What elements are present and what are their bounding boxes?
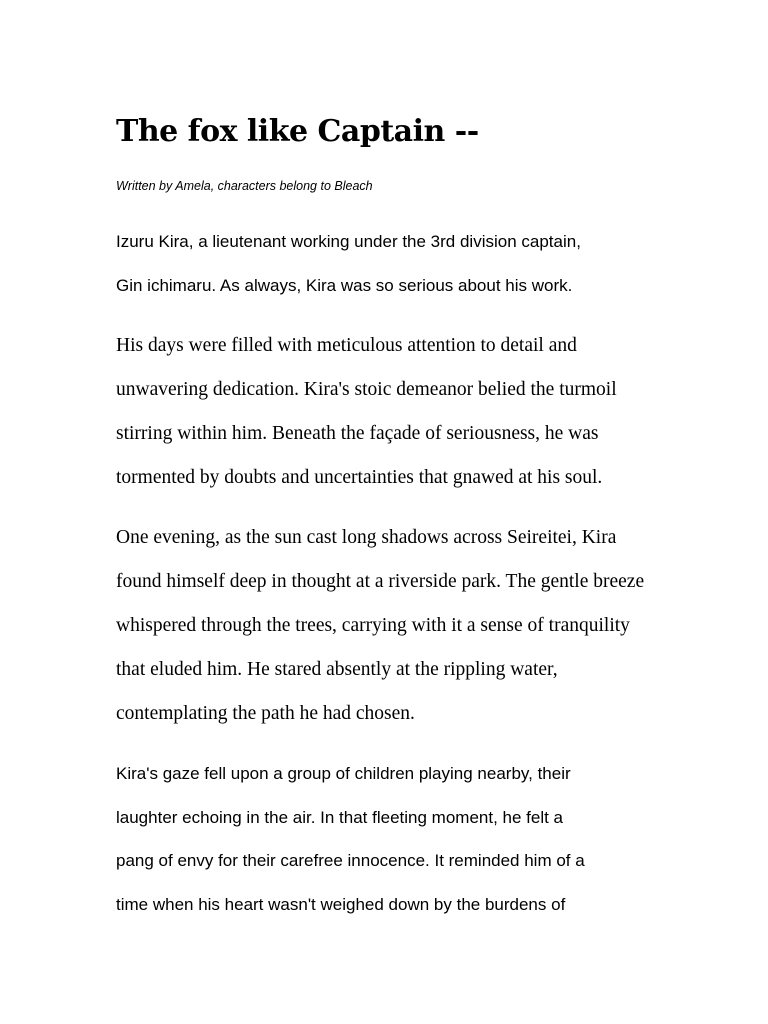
- paragraph-2: [116, 324, 676, 500]
- paragraph-line: Izuru Kira, a lieutenant working under the 3rd division captain,: [116, 232, 581, 251]
- paragraph-line: unwavering dedication. Kira's stoic demeanor belied the turmoil: [116, 379, 617, 400]
- paragraph-line: that eluded him. He stared absently at the rippling water,: [116, 659, 558, 680]
- paragraph-line: One evening, as the sun cast long shadows across Seireitei, Kira: [116, 527, 617, 548]
- paragraph-3: [116, 516, 676, 736]
- paragraph-line: whispered through the trees, carrying with it a sense of tranquility: [116, 615, 630, 636]
- paragraph-line: His days were filled with meticulous attention to detail and: [116, 335, 577, 356]
- paragraph-line: pang of envy for their carefree innocence. It reminded him of a: [116, 851, 585, 870]
- paragraph-4: [116, 752, 676, 926]
- paragraph-line: Gin ichimaru. As always, Kira was so serious about his work.: [116, 275, 573, 295]
- paragraph-line: time when his heart wasn't weighed down by the burdens of: [116, 894, 566, 914]
- paragraph-line: contemplating the path he had chosen.: [116, 703, 415, 724]
- paragraph-line: laughter echoing in the air. In that fleeting moment, he felt a: [116, 807, 564, 827]
- paragraph-line: stirring within him. Beneath the façade of seriousness, he was: [116, 423, 599, 444]
- paragraph-1: [116, 220, 676, 307]
- paragraph-line: tormented by doubts and uncertainties that gnawed at his soul.: [116, 467, 603, 488]
- story-byline: Written by Amela, characters belong to Bleach: [116, 179, 373, 193]
- paragraph-line: Kira's gaze fell upon a group of children playing nearby, their: [116, 764, 571, 783]
- paragraph-line: found himself deep in thought at a riverside park. The gentle breeze: [116, 571, 645, 592]
- story-title: The fox like Captain --: [116, 114, 479, 149]
